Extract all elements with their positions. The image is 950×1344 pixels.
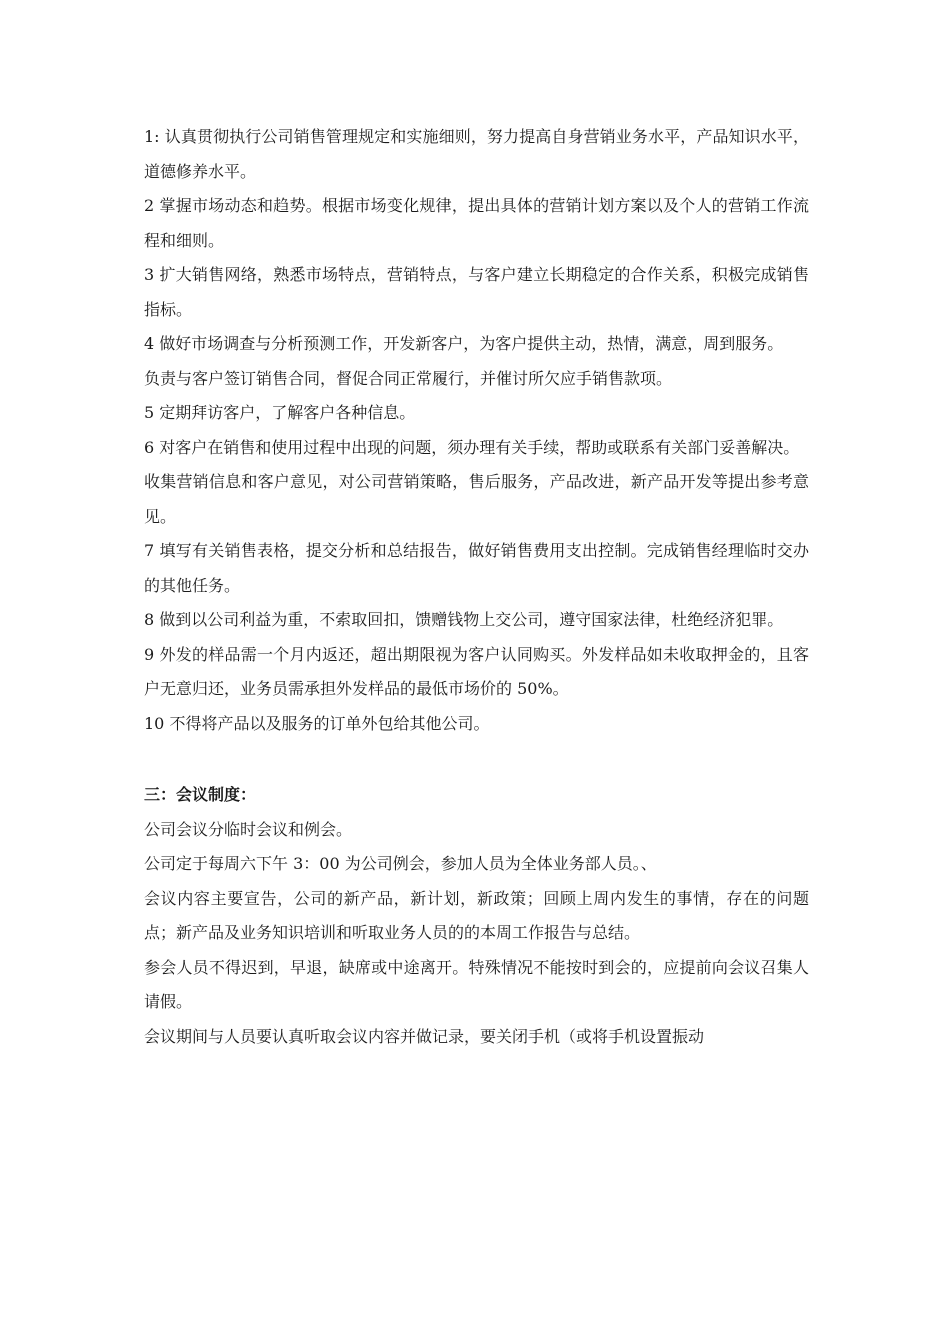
rule-paragraph-4: 4 做好市场调查与分析预测工作，开发新客户，为客户提供主动，热情，满意，周到服务。 bbox=[144, 334, 784, 353]
meeting-paragraph-5: 会议期间与人员要认真听取会议内容并做记录，要关闭手机（或将手机设置振动 bbox=[144, 1026, 705, 1046]
rule-paragraph-10: 10 不得将产品以及服务的订单外包给其他公司。 bbox=[144, 713, 490, 733]
rule-paragraph-2: 2 掌握市场动态和趋势。根据市场变化规律，提出具体的营销计划方案以及个人的营销工作流程和细则。 bbox=[144, 196, 809, 250]
meeting-section-heading: 三：会议制度： bbox=[144, 785, 257, 804]
rule-paragraph-9: 9 外发的样品需一个月内返还，超出期限视为客户认同购买。外发样品如未收取押金的，且客户无意归还，业务员需承担外发样品的最低市场价的 50%。 bbox=[144, 644, 809, 698]
rule-paragraph-1: 1: 认真贯彻执行公司销售管理规定和实施细则，努力提高自身营销业务水平，产品知识水平，道德修养水平。 bbox=[144, 127, 809, 181]
rule-paragraph-feedback: 收集营销信息和客户意见，对公司营销策略，售后服务，产品改进，新产品开发等提出参考意见。 bbox=[144, 472, 809, 526]
rule-paragraph-5: 5 定期拜访客户，了解客户各种信息。 bbox=[144, 403, 416, 422]
meeting-paragraph-1: 公司会议分临时会议和例会。 bbox=[144, 819, 353, 839]
rule-paragraph-7: 7 填写有关销售表格，提交分析和总结报告，做好销售费用支出控制。完成销售经理临时交办的其他任务。 bbox=[144, 541, 809, 595]
meeting-paragraph-2: 公司定于每周六下午 3：00 为公司例会，参加人员为全体业务部人员。、 bbox=[144, 854, 657, 873]
rule-paragraph-contract: 负责与客户签订销售合同，督促合同正常履行，并催讨所欠应手销售款项。 bbox=[144, 368, 673, 388]
rule-paragraph-8: 8 做到以公司利益为重，不索取回扣，馈赠钱物上交公司，遵守国家法律，杜绝经济犯罪。 bbox=[144, 610, 784, 629]
meeting-paragraph-3: 会议内容主要宣告，公司的新产品，新计划，新政策；回顾上周内发生的事情，存在的问题点；新产品及业务知识培训和听取业务人员的的本周工作报告与总结。 bbox=[144, 888, 809, 942]
section-spacer bbox=[144, 741, 809, 778]
document-body bbox=[144, 120, 809, 1054]
rule-paragraph-3: 3 扩大销售网络，熟悉市场特点，营销特点，与客户建立长期稳定的合作关系，积极完成销售指标。 bbox=[144, 265, 809, 319]
rule-paragraph-6: 6 对客户在销售和使用过程中出现的问题，须办理有关手续，帮助或联系有关部门妥善解决。 bbox=[144, 437, 800, 457]
meeting-paragraph-4: 参会人员不得迟到，早退，缺席或中途离开。特殊情况不能按时到会的，应提前向会议召集人请假。 bbox=[144, 957, 809, 1011]
